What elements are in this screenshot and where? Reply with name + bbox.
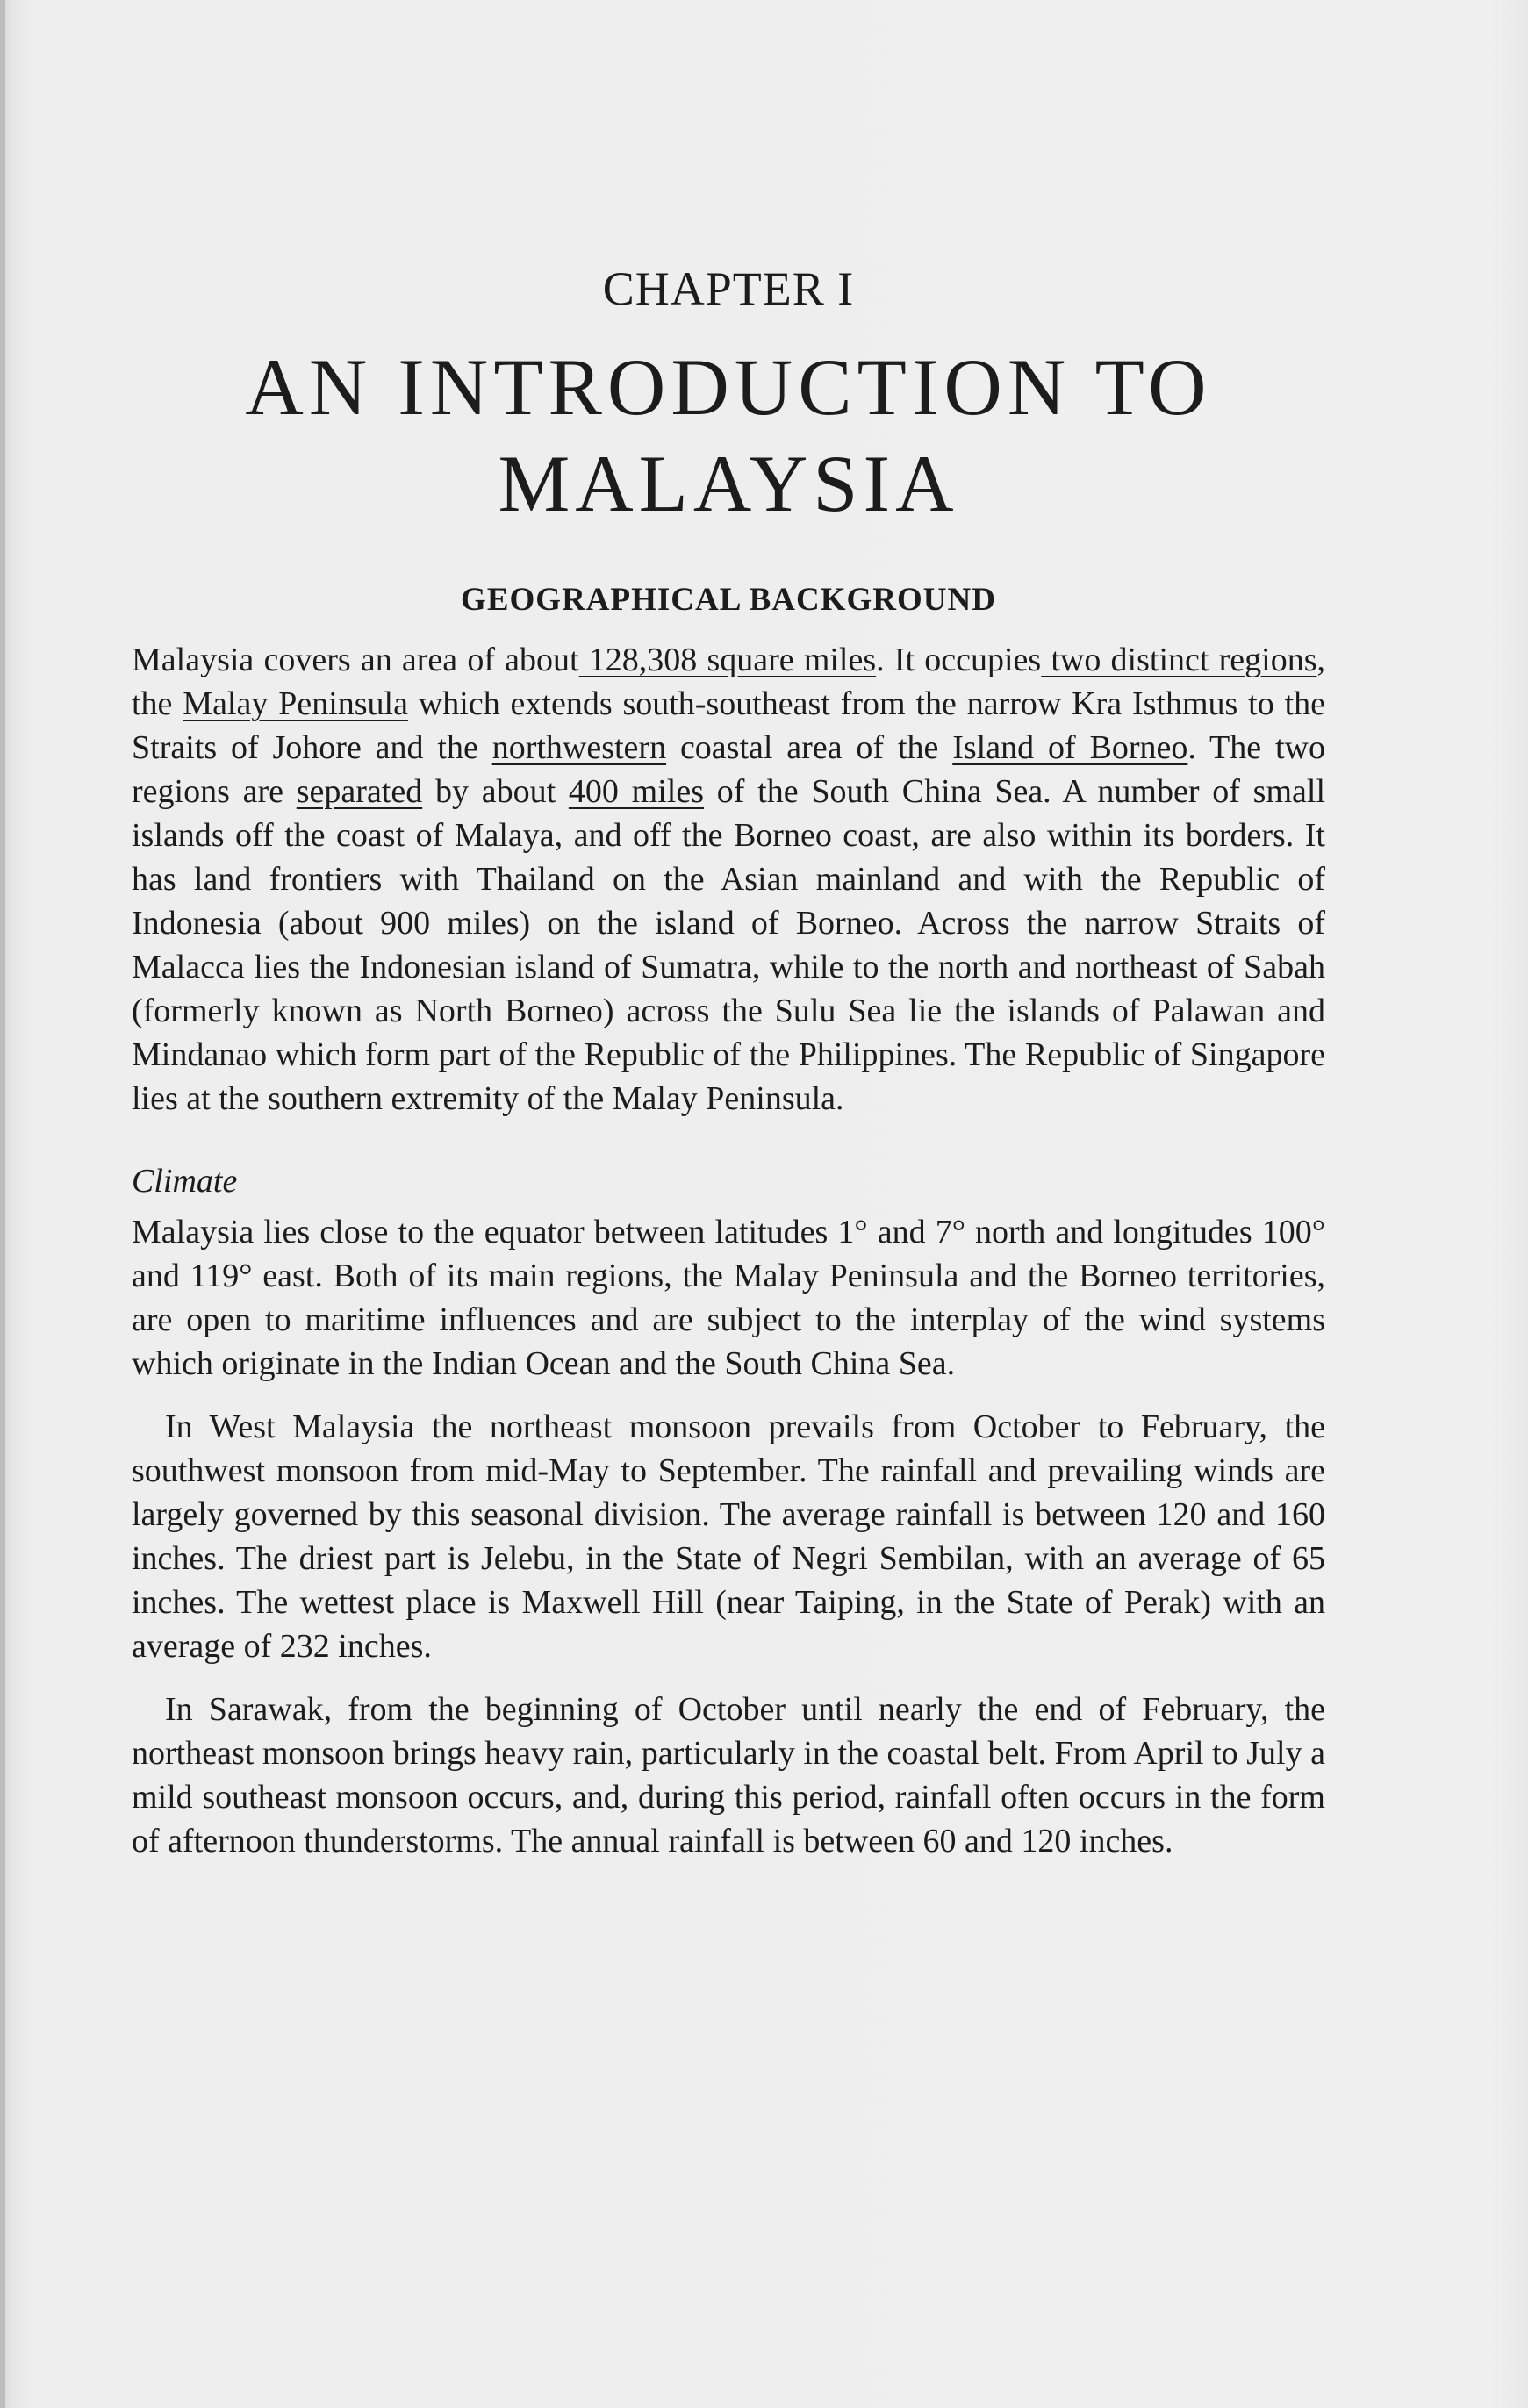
- climate-paragraph-2: In West Malaysia the northeast monsoon prevails from October to February, the southwest monsoon from mid-May to September. The rainfall and prevailing winds are largely governed by this seasonal division. The average rainfall is between 120 and 160 inches. The driest part is Jelebu, in the State of Negri Sembilan, with an average of 65 inches. The wettest place is Maxwell Hill (near Taiping, in the State of Perak) with an average of 232 inches.: [132, 1408, 1325, 1665]
- text-run: Malaysia covers an area of about: [132, 641, 579, 678]
- text-run: . The two regions are: [132, 729, 1325, 810]
- page-binding-edge: [0, 0, 5, 2408]
- chapter-title: [132, 339, 1325, 532]
- underlined-borneo: Island of Borneo: [952, 729, 1188, 766]
- underlined-area: 128,308 square miles: [578, 641, 877, 678]
- chapter-label: CHAPTER I: [602, 262, 855, 315]
- text-run: . It occupies: [876, 641, 1042, 678]
- climate-paragraph-3: In Sarawak, from the beginning of October until nearly the end of February, the northeast monsoon brings heavy rain, particularly in the coastal belt. From April to July a mild southeast monsoon occurs, and, during this period, rainfall often occurs in the form of afternoon thunderstorms. The annual rainfall is between 60 and 120 inches.: [132, 1691, 1325, 1860]
- text-run: , the: [132, 641, 1325, 722]
- chapter-title-line-1: AN INTRODUCTION TO: [245, 342, 1212, 432]
- text-run: which extends south-southeast from the narrow Kra Isthmus to the Straits of Johore and the: [132, 685, 1325, 766]
- text-run: coastal area of the: [666, 729, 953, 766]
- chapter-title-line-2: MALAYSIA: [498, 439, 959, 528]
- underlined-separated: separated: [296, 773, 423, 810]
- geography-paragraph: [132, 638, 1325, 1121]
- underlined-regions: two distinct regions: [1041, 641, 1317, 678]
- page-content: [132, 246, 1325, 1863]
- climate-paragraph-1: Malaysia lies close to the equator between latitudes 1° and 7° north and longitudes 100° and 119° east. Both of its main regions, the Malay Peninsula and the Borneo territories, are open to maritime influences and are subject to the interplay of the wind systems which originate in the Indian Ocean and the South China Sea.: [132, 1214, 1325, 1382]
- text-run: by about: [422, 773, 569, 810]
- climate-heading: Climate: [132, 1163, 238, 1200]
- underlined-peninsula: Malay Peninsula: [183, 685, 408, 722]
- text-run: of the South China Sea. A number of small islands off the coast of Malaya, and off the Borneo coast, are also within its borders. It has land frontiers with Thailand on the Asian mainland and with the Republic of Indonesia (about 900 miles) on the island of Borneo. Across the narrow Straits of Malacca lies the Indonesian island of Sumatra, while to the north and northeast of Sabah (formerly known as North Borneo) across the Sulu Sea lie the islands of Palawan and Mindanao which form part of the Republic of the Philippines. The Republic of Singapore lies at the southern extremity of the Malay Peninsula.: [132, 773, 1325, 1117]
- underlined-distance: 400 miles: [568, 773, 705, 810]
- underlined-northwestern: northwestern: [491, 729, 667, 766]
- section-heading: GEOGRAPHICAL BACKGROUND: [461, 582, 996, 618]
